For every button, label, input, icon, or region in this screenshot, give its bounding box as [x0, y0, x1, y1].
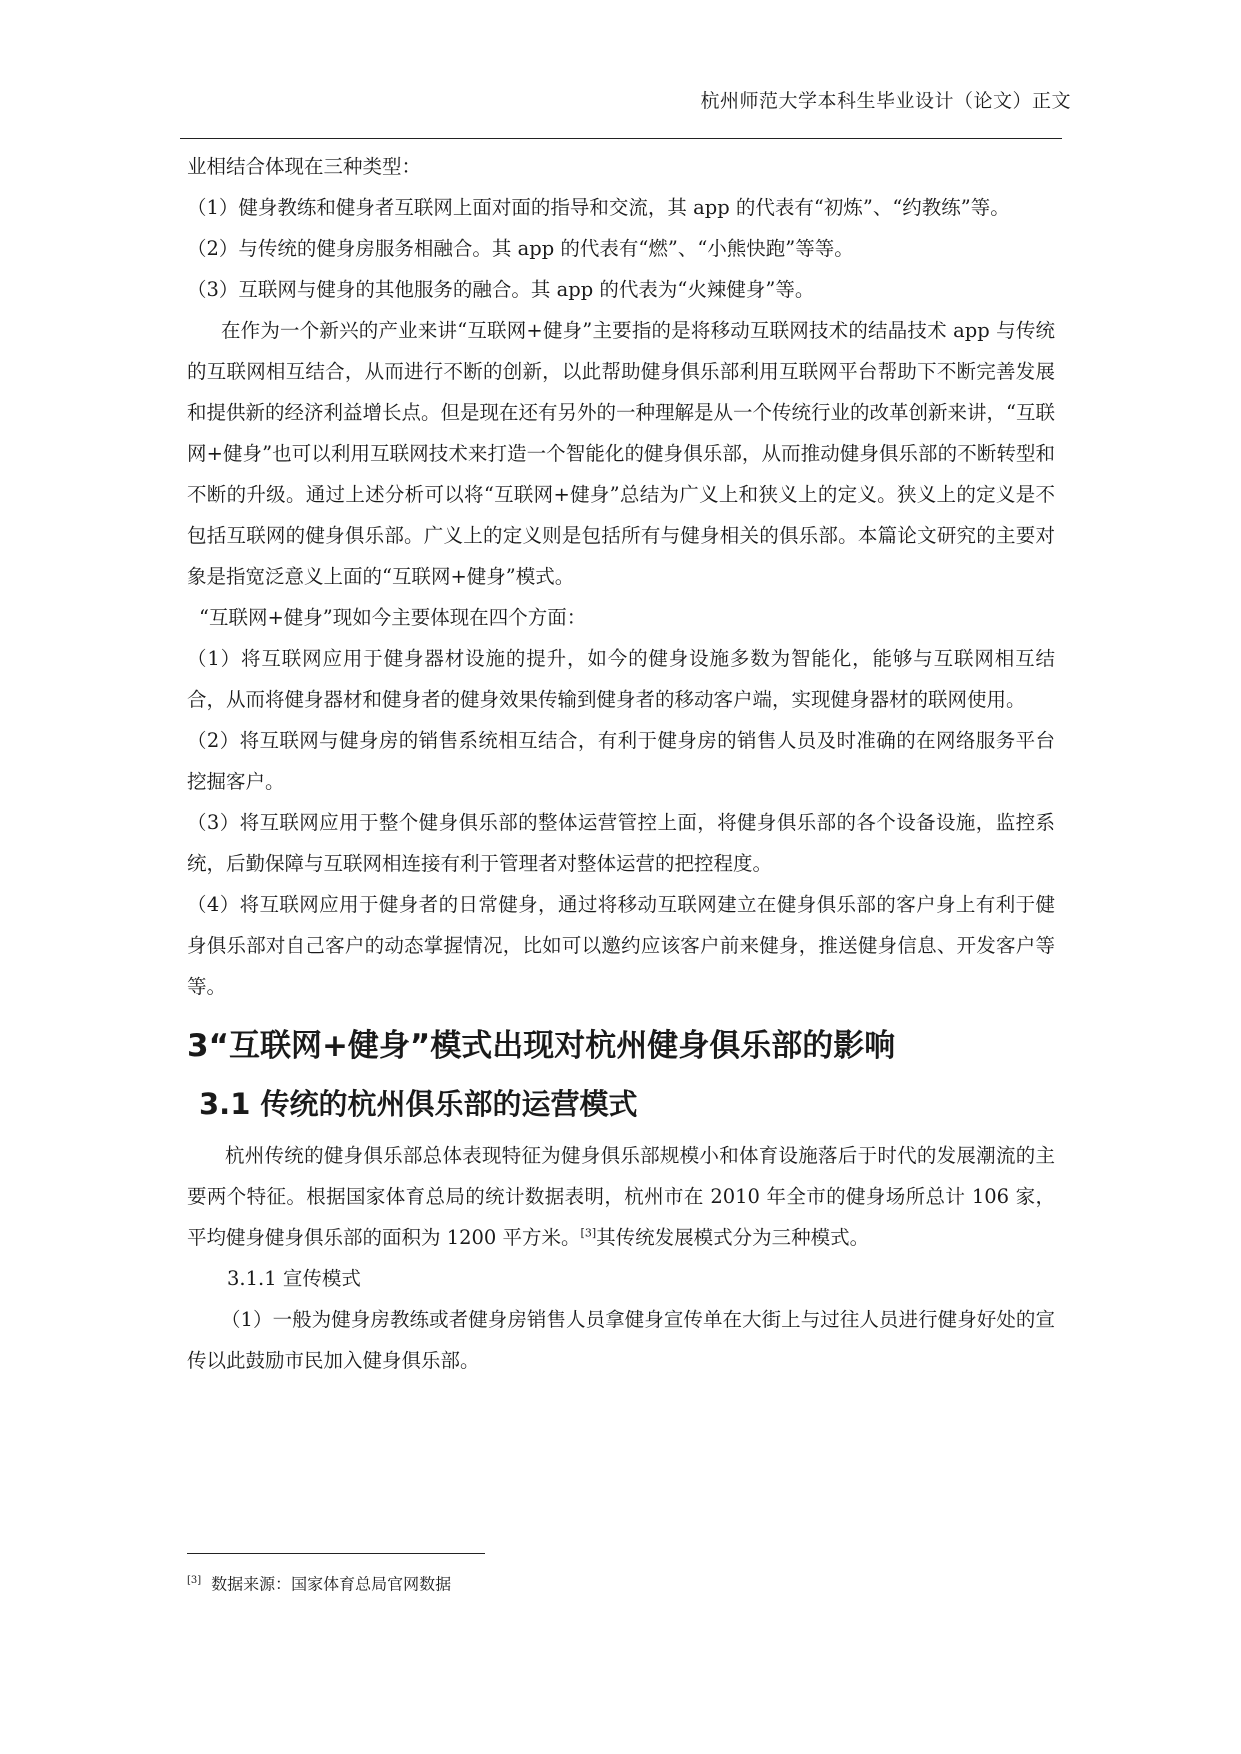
paragraph: “互联网+健身”现如今主要体现在四个方面： — [199, 606, 587, 629]
footnote-divider — [187, 1553, 485, 1554]
footnote — [187, 1570, 451, 1595]
subsubsection-heading: 3.1.1 宣传模式 — [227, 1267, 361, 1290]
footnote-marker: [3] — [187, 1575, 202, 1586]
list-item: （3）互联网与健身的其他服务的融合。其 app 的代表为“火辣健身”等。 — [187, 278, 815, 301]
list-item: （1）将互联网应用于健身器材设施的提升，如今的健身设施多数为智能化，能够与互联网相互结合，从而将健身器材和健身者的健身效果传输到健身者的移动客户端，实现健身器材的联网使用。 — [187, 647, 1055, 711]
list-item: （3）将互联网应用于整个健身俱乐部的整体运营管控上面，将健身俱乐部的各个设备设施，监控系统，后勤保障与互联网相连接有利于管理者对整体运营的把控程度。 — [187, 811, 1055, 875]
paragraph — [187, 1135, 1055, 1258]
section-heading: 3“互联网+健身”模式出现对杭州健身俱乐部的影响 — [187, 1028, 896, 1064]
list-item: （4）将互联网应用于健身者的日常健身，通过将移动互联网建立在健身俱乐部的客户身上有利于健身俱乐部对自己客户的动态掌握情况，比如可以邀约应该客户前来健身，推送健身信息、开发客户等等。 — [187, 893, 1055, 998]
paragraph-text: 其传统发展模式分为三种模式。 — [596, 1226, 870, 1249]
list-item: （2）将互联网与健身房的销售系统相互结合，有利于健身房的销售人员及时准确的在网络服务平台挖掘客户。 — [187, 729, 1055, 793]
list-item: （2）与传统的健身房服务相融合。其 app 的代表有“燃”、“小熊快跑”等等。 — [187, 237, 854, 260]
document-body — [187, 146, 1055, 1381]
page-header-title: 杭州师范大学本科生毕业设计（论文）正文 — [700, 90, 1071, 112]
paragraph-text: 杭州传统的健身俱乐部总体表现特征为健身俱乐部规模小和体育设施落后于时代的发展潮流的主要两个特征。根据国家体育总局的统计数据表明，杭州市在 2010 年全市的健身场所总计 106 家，平均健身健身俱乐部的面积为 1200 平方米。 — [187, 1144, 1055, 1249]
subsection-heading: 3.1 传统的杭州俱乐部的运营模式 — [199, 1087, 638, 1121]
footnote-text: 数据来源：国家体育总局官网数据 — [211, 1574, 452, 1594]
paragraph: 在作为一个新兴的产业来讲“互联网+健身”主要指的是将移动互联网技术的结晶技术 app 与传统的互联网相互结合，从而进行不断的创新，以此帮助健身俱乐部利用互联网平台帮助下不断完善发展和提供新的经济利益增长点。但是现在还有另外的一种理解是从一个传统行业的改革创新来讲，“互联网+健身”也可以利用互联网技术来打造一个智能化的健身俱乐部，从而推动健身俱乐部的不断转型和不断的升级。通过上述分析可以将“互联网+健身”总结为广义上和狭义上的定义。狭义上的定义是不包括互联网的健身俱乐部。广义上的定义则是包括所有与健身相关的俱乐部。本篇论文研究的主要对象是指宽泛意义上面的“互联网+健身”模式。 — [187, 319, 1055, 588]
list-item: （1）健身教练和健身者互联网上面对面的指导和交流，其 app 的代表有“初炼”、“约教练”等。 — [187, 196, 1010, 219]
citation-marker[interactable]: [3] — [580, 1226, 597, 1240]
paragraph: 业相结合体现在三种类型： — [187, 155, 422, 178]
paragraph: （1）一般为健身房教练或者健身房销售人员拿健身宣传单在大街上与过往人员进行健身好处的宣传以此鼓励市民加入健身俱乐部。 — [187, 1308, 1055, 1372]
header-divider — [180, 138, 1062, 139]
